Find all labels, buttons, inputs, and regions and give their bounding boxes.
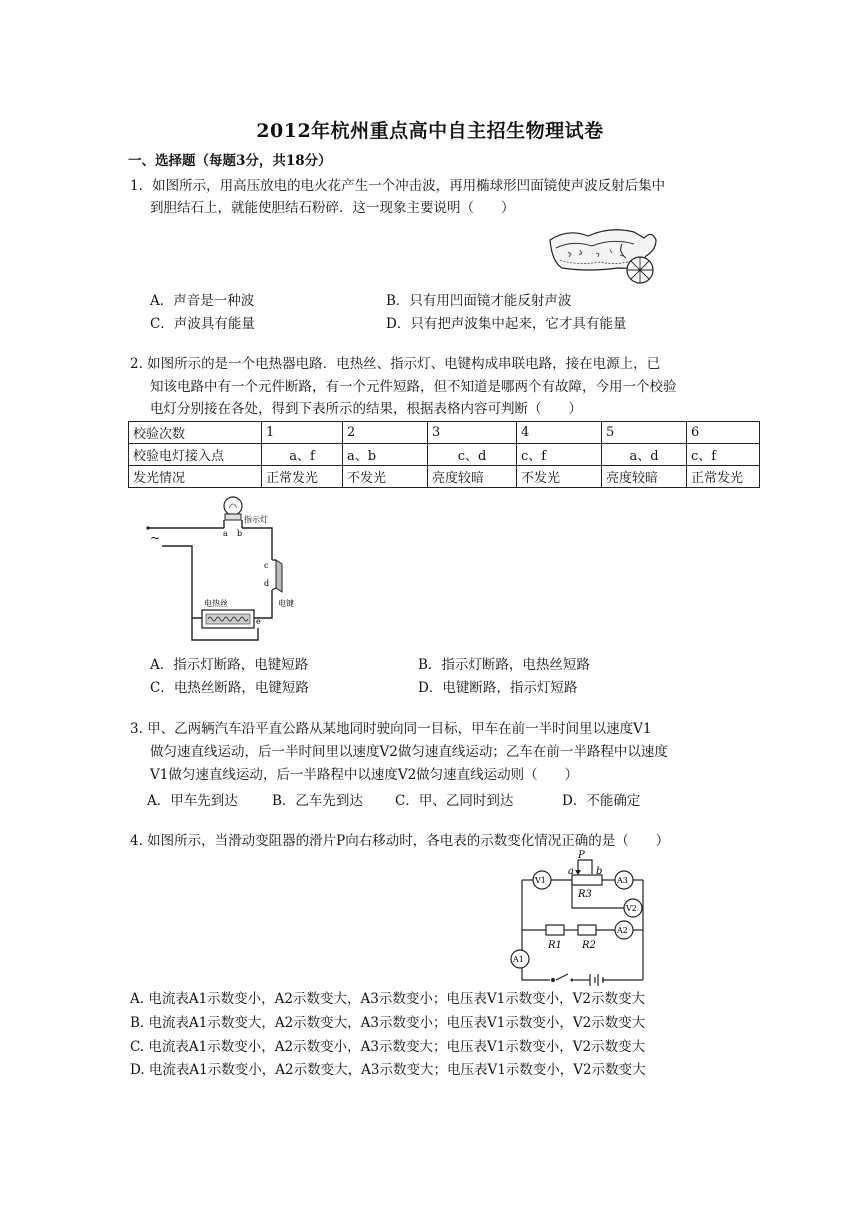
table-cell: c、d [428, 444, 517, 466]
q3-text-line2: 做匀速直线运动，后一半时间里以速度V2做匀速直线运动；乙车在前一半路程中以速度 [150, 744, 668, 760]
q2-option-b[interactable]: B．指示灯断路，电热丝短路 [418, 657, 590, 673]
table-cell: 亮度较暗 [602, 466, 687, 488]
svg-text:A3: A3 [617, 876, 628, 885]
q4-option-a[interactable]: A. 电流表A1示数变小，A2示数变大，A3示数变小；电压表V1示数变小，V2示数变大 [130, 991, 646, 1007]
table-cell: 校验次数 [129, 422, 262, 444]
point-d-label: d [264, 579, 270, 588]
check-results-table [128, 421, 760, 488]
q3-option-c[interactable]: C．甲、乙同时到达 [395, 793, 514, 809]
table-cell: 4 [517, 422, 602, 444]
heater-label: 电热丝 [204, 599, 228, 608]
switch-label: 电键 [278, 599, 294, 608]
ac-source-symbol: ~ [150, 531, 161, 545]
point-b-label: b [237, 529, 243, 538]
ammeter-a1 [511, 950, 529, 968]
q4-option-d[interactable]: D. 电流表A1示数变小，A2示数变大，A3示数变大；电压表V1示数变小，V2示数变大 [130, 1062, 646, 1078]
point-a-label: a [223, 529, 228, 538]
heater-symbol [202, 610, 254, 628]
q1-text-line2: 到胆结石上，就能使胆结石粉碎．这一现象主要说明（ ） [150, 200, 515, 216]
table-cell: c、f [517, 444, 602, 466]
q4-text-line1: 4. 如图所示，当滑动变阻器的滑片P向右移动时，各电表的示数变化情况正确的是（ ） [130, 833, 670, 849]
slider-p-label: P [578, 850, 585, 861]
q1-option-c[interactable]: C．声波具有能量 [150, 316, 255, 332]
table-cell: c、f [687, 444, 760, 466]
rheostat-circuit-diagram [506, 850, 656, 982]
page-title: 2012年杭州重点高中自主招生物理试卷 [256, 120, 604, 142]
table-cell: 亮度较暗 [428, 466, 517, 488]
voltmeter-v1 [533, 871, 551, 889]
q3-option-a[interactable]: A．甲车先到达 [147, 793, 238, 809]
resistor-r2 [578, 925, 596, 935]
point-a-label: a [568, 866, 574, 877]
lamp-label: 指示灯 [244, 515, 268, 524]
r2-label: R2 [582, 940, 596, 951]
table-cell: 发光情况 [129, 466, 262, 488]
q1-option-d[interactable]: D．只有把声波集中起来，它才具有能量 [386, 316, 627, 332]
table-cell: 3 [428, 422, 517, 444]
r3-label: R3 [578, 889, 592, 900]
svg-text:V1: V1 [535, 876, 546, 885]
switch-symbol [272, 560, 282, 592]
resistor-r1 [546, 925, 564, 935]
voltmeter-v2 [624, 899, 642, 917]
point-c-label: c [264, 561, 269, 570]
q2-text-line2: 知该电路中有一个元件断路，有一个元件短路，但不知道是哪两个有故障，今用一个校验 [150, 379, 677, 395]
q1-text-line1: 1．如图所示，用高压放电的电火花产生一个冲击波，再用椭球形凹面镜使声波反射后集中 [130, 178, 666, 194]
svg-text:A1: A1 [513, 955, 524, 964]
table-row [129, 422, 760, 444]
svg-text:A2: A2 [617, 926, 628, 935]
svg-text:V2: V2 [626, 904, 637, 913]
point-b-label: b [596, 866, 603, 877]
q2-text-line3: 电灯分别接在各处，得到下表所示的结果，根据表格内容可判断（ ） [150, 401, 582, 417]
table-cell: 正常发光 [262, 466, 343, 488]
q1-option-a[interactable]: A．声音是一种波 [150, 293, 255, 309]
table-cell: 2 [343, 422, 428, 444]
ammeter-a3 [615, 871, 633, 889]
table-cell: 不发光 [517, 466, 602, 488]
table-cell: 不发光 [343, 466, 428, 488]
table-row [129, 444, 760, 466]
q1-option-b[interactable]: B．只有用凹面镜才能反射声波 [386, 293, 572, 309]
table-row [129, 466, 760, 488]
q2-option-c[interactable]: C．电热丝断路，电键短路 [150, 680, 309, 696]
q3-text-line3: V1做匀速直线运动，后一半路程中以速度V2做匀速直线运动则（ ） [150, 767, 579, 783]
indicator-lamp [224, 497, 242, 520]
table-cell: 6 [687, 422, 760, 444]
lithotripsy-figure [548, 222, 660, 286]
q2-text-line1: 2. 如图所示的是一个电热器电路．电热丝、指示灯、电键构成串联电路，接在电源上，已 [130, 356, 661, 372]
q3-option-d[interactable]: D．不能确定 [562, 793, 641, 809]
table-cell: 正常发光 [687, 466, 760, 488]
table-cell: 校验电灯接入点 [129, 444, 262, 466]
q3-text-line1: 3. 甲、乙两辆汽车沿平直公路从某地同时驶向同一目标，甲车在前一半时间里以速度V1 [130, 721, 652, 737]
q4-option-c[interactable]: C. 电流表A1示数变小，A2示数变小，A3示数变大；电压表V1示数变小，V2示数变大 [130, 1039, 646, 1055]
table-cell: 5 [602, 422, 687, 444]
point-e-label: e [256, 617, 261, 626]
r1-label: R1 [548, 940, 562, 951]
q2-option-a[interactable]: A．指示灯断路，电键短路 [150, 657, 309, 673]
table-cell: a、f [262, 444, 343, 466]
ammeter-a2 [615, 921, 633, 939]
q4-option-b[interactable]: B. 电流表A1示数变大，A2示数变大，A3示数变小；电压表V1示数变小，V2示数变大 [130, 1015, 646, 1031]
q3-option-b[interactable]: B．乙车先到达 [272, 793, 363, 809]
table-cell: 1 [262, 422, 343, 444]
heater-circuit-diagram [140, 494, 300, 646]
section-heading: 一、选择题（每题3分，共18分） [128, 153, 332, 169]
q2-option-d[interactable]: D．电键断路，指示灯短路 [418, 680, 578, 696]
table-cell: a、d [602, 444, 687, 466]
table-cell: a、b [343, 444, 428, 466]
